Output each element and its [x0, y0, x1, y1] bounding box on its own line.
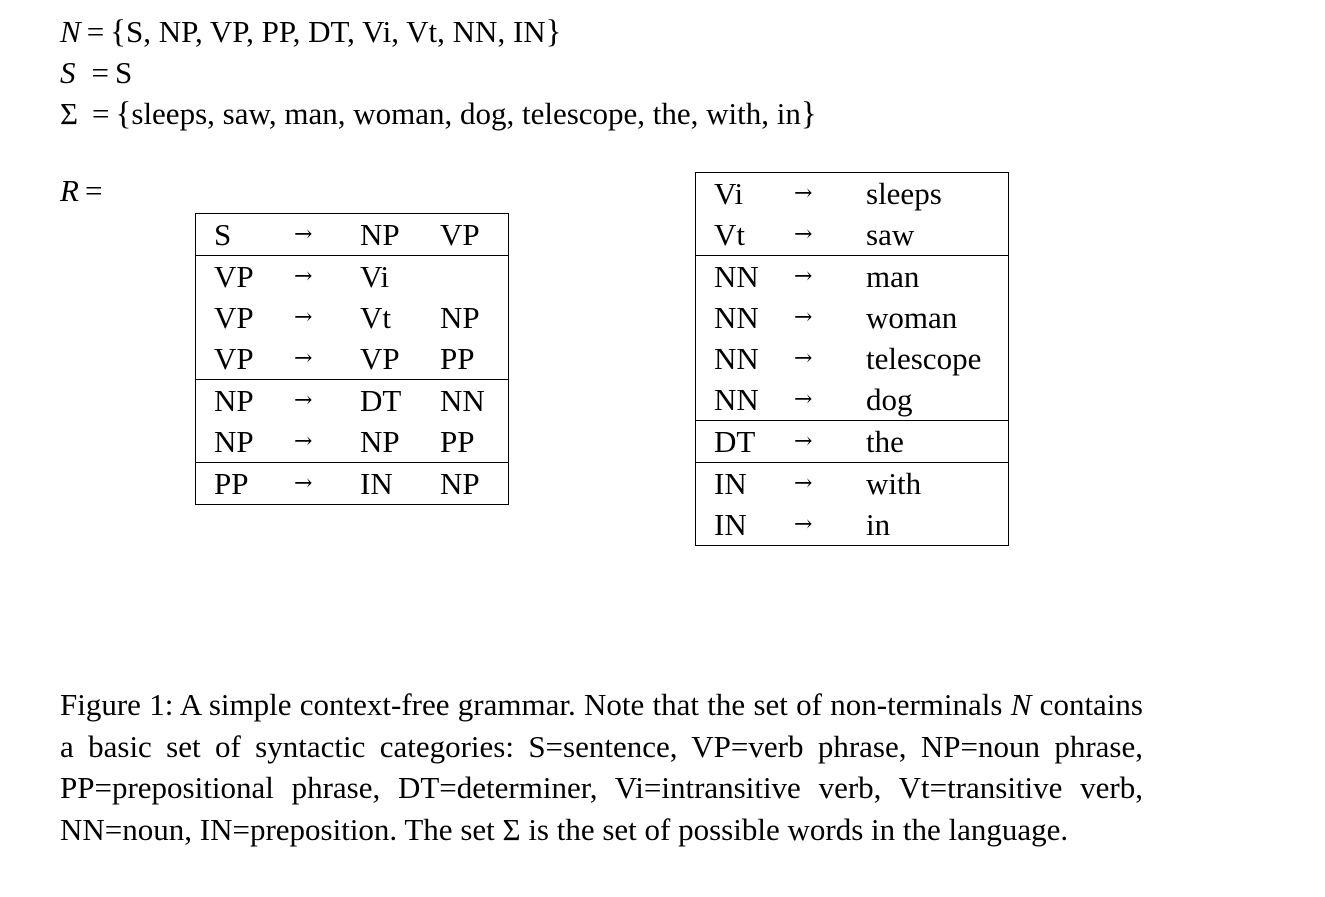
rule-lhs: VP [214, 300, 254, 335]
lexical-row [696, 338, 1008, 379]
lexical-word: dog [866, 382, 913, 417]
lexical-row [696, 214, 1008, 255]
equals-sign: = [86, 14, 105, 49]
rule-group [196, 379, 508, 462]
lexical-row [696, 297, 1008, 338]
rule-rhs-second: PP [440, 341, 475, 376]
open-brace: { [115, 96, 132, 132]
rule-rhs-first: Vt [360, 300, 391, 335]
rule-lhs: S [214, 217, 232, 252]
lexical-group [696, 462, 1008, 545]
rule-rhs-first: IN [360, 466, 393, 501]
rule-lhs: NP [214, 383, 254, 418]
equals-sign: = [91, 55, 109, 90]
open-brace: { [110, 14, 127, 50]
lexical-lhs: NN [714, 341, 759, 376]
rule-rhs-second: NN [440, 383, 485, 418]
nonterminal-items: S, NP, VP, PP, DT, Vi, Vt, NN, IN [126, 14, 546, 49]
caption-text-1: Figure 1: A simple context-free grammar. Note that the set of non-terminals [60, 687, 1011, 722]
rule-group [196, 214, 508, 255]
lexical-row [696, 173, 1008, 214]
rule-rhs-second [440, 256, 506, 297]
nonterminals-definition [60, 12, 562, 52]
lexical-lhs: Vt [714, 217, 745, 252]
lexical-arrow: → [794, 305, 813, 330]
lexical-arrow: → [794, 429, 813, 454]
lexical-word: with [866, 466, 922, 501]
lexical-word: sleeps [866, 176, 942, 211]
lexical-word: the [866, 424, 904, 459]
close-brace: } [800, 96, 817, 132]
rule-group [196, 462, 508, 504]
lexical-lhs: NN [714, 382, 759, 417]
rule-row [196, 297, 508, 338]
rule-arrow: → [294, 388, 313, 413]
start-symbol-definition [60, 53, 132, 93]
rule-lhs: PP [214, 466, 249, 501]
nonterminal-rules-table [195, 213, 509, 505]
terminal-items: sleeps, saw, man, woman, dog, telescope, the, with, in [131, 96, 801, 131]
rule-rhs-first: VP [360, 341, 400, 376]
rule-rhs-second: NP [440, 300, 480, 335]
rule-rhs-second: NP [440, 466, 480, 501]
caption-symbol-sigma: Σ [502, 811, 521, 847]
rule-rhs-second: PP [440, 424, 475, 459]
lexical-arrow: → [794, 346, 813, 371]
lexical-lhs: NN [714, 259, 759, 294]
lexical-group [696, 420, 1008, 462]
equals-sign: = [84, 173, 103, 208]
lexical-rules-table [695, 172, 1009, 546]
rule-arrow: → [294, 429, 313, 454]
rule-rhs-first: NP [360, 217, 400, 252]
rule-row [196, 463, 508, 504]
rule-row [196, 421, 508, 462]
nonterminal-symbol: N [60, 14, 81, 49]
rule-row [196, 256, 508, 297]
rules-symbol: R [60, 173, 79, 208]
lexical-row [696, 463, 1008, 504]
rule-arrow: → [294, 222, 313, 247]
terminals-definition [60, 94, 817, 134]
lexical-arrow: → [794, 387, 813, 412]
lexical-arrow: → [794, 222, 813, 247]
lexical-group [696, 173, 1008, 255]
close-brace: } [545, 14, 562, 50]
equals-sign: = [92, 96, 110, 131]
rule-lhs: VP [214, 259, 254, 294]
lexical-row [696, 421, 1008, 462]
lexical-arrow: → [794, 181, 813, 206]
lexical-arrow: → [794, 471, 813, 496]
rule-lhs: VP [214, 341, 254, 376]
lexical-word: saw [866, 217, 915, 252]
rules-label [60, 171, 108, 211]
caption-text-3: is the set of possible words in the language. [520, 811, 1069, 847]
rule-rhs-first: Vi [360, 259, 390, 294]
lexical-word: in [866, 507, 891, 542]
lexical-word: man [866, 259, 920, 294]
rule-group [196, 255, 508, 379]
lexical-lhs: DT [714, 424, 756, 459]
rule-arrow: → [294, 346, 313, 371]
lexical-row [696, 256, 1008, 297]
rule-arrow: → [294, 305, 313, 330]
rule-rhs-second: VP [440, 217, 480, 252]
sigma-symbol: Σ [60, 96, 79, 131]
lexical-lhs: Vi [714, 176, 744, 211]
lexical-row [696, 379, 1008, 420]
start-value: S [114, 55, 133, 90]
rule-row [196, 214, 508, 255]
lexical-group [696, 255, 1008, 420]
lexical-word: telescope [866, 341, 982, 376]
figure-caption [60, 684, 1143, 850]
caption-symbol-n: N [1010, 687, 1032, 722]
rule-row [196, 380, 508, 421]
lexical-arrow: → [794, 512, 813, 537]
lexical-lhs: NN [714, 300, 759, 335]
rule-arrow: → [294, 264, 313, 289]
rule-lhs: NP [214, 424, 254, 459]
lexical-lhs: IN [714, 466, 747, 501]
rule-row [196, 338, 508, 379]
rule-arrow: → [294, 471, 313, 496]
start-symbol: S [60, 55, 76, 90]
rule-rhs-first: DT [360, 383, 402, 418]
lexical-arrow: → [794, 264, 813, 289]
lexical-row [696, 504, 1008, 545]
rule-rhs-first: NP [360, 424, 400, 459]
lexical-word: woman [866, 300, 958, 335]
lexical-lhs: IN [714, 507, 747, 542]
caption-text-2: contains a basic set of syntactic categories: S=sentence, VP=verb phrase, NP=noun phrase, PP=prepositional phrase, DT=determiner, Vi=intransitive verb, Vt=transitive verb, NN=noun, IN=preposition. The set [60, 687, 1143, 847]
